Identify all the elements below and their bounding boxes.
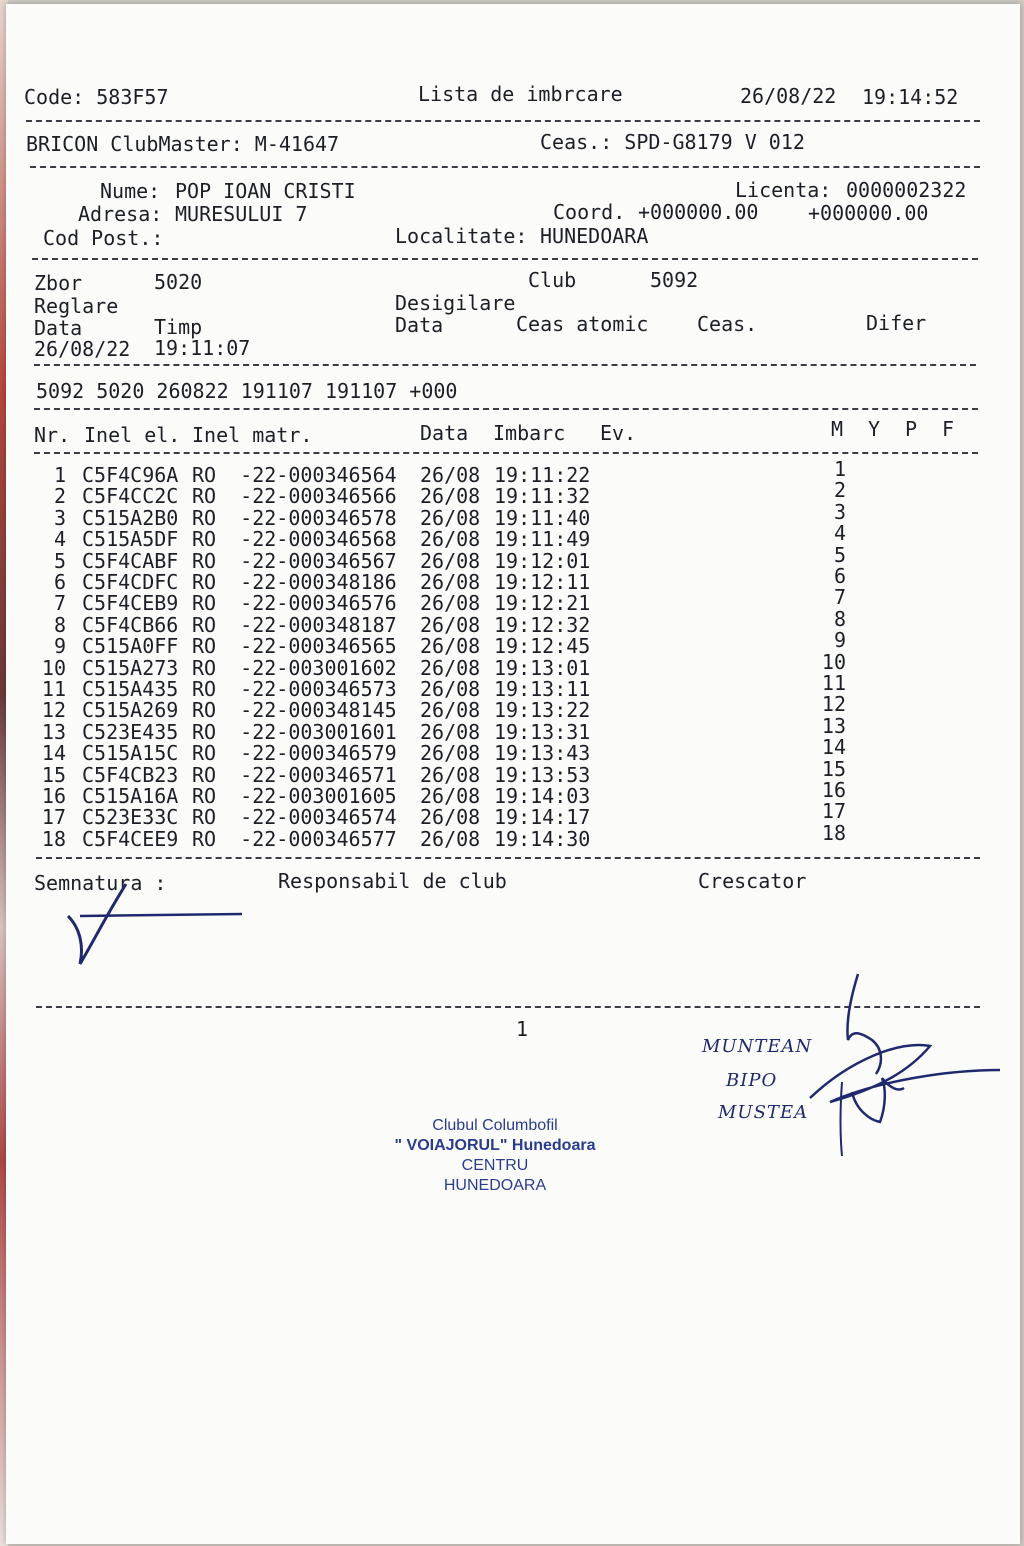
row-time: 19:11:32 — [494, 484, 591, 509]
row-inel-matr: RO -22-000346579 — [192, 741, 397, 766]
row-m: 5 — [833, 542, 846, 567]
stamp-line: " VOIAJORUL" Hunedoara — [394, 1137, 596, 1154]
row-m: 18 — [821, 820, 846, 845]
club-label: Club — [528, 268, 577, 292]
desigilare-label: Desigilare — [395, 291, 516, 315]
license-number: 0000002322 — [846, 178, 967, 202]
row-m: 16 — [821, 778, 846, 802]
coord-y: +000000.00 — [808, 201, 929, 225]
row-time: 19:13:31 — [494, 719, 591, 744]
row-m: 9 — [833, 628, 846, 653]
row-nr: 6 — [53, 570, 66, 594]
reglare-timp-label: Timp — [154, 315, 203, 339]
row-m: 17 — [821, 799, 846, 824]
ceas-label: Ceas. — [697, 312, 758, 336]
row-nr: 4 — [53, 527, 66, 552]
row-inel-el: C515A435 — [82, 677, 179, 701]
row-time: 19:13:01 — [494, 655, 591, 680]
handwritten-name: MUSTEA — [718, 1102, 809, 1123]
col-m: M — [831, 417, 844, 441]
row-time: 19:14:17 — [494, 805, 591, 830]
row-date: 26/08 — [420, 591, 481, 616]
row-date: 26/08 — [420, 634, 481, 659]
row-time: 19:14:30 — [494, 826, 591, 851]
header-time: 19:14:52 — [862, 85, 959, 109]
row-m: 6 — [833, 564, 846, 588]
col-inel-el: Inel el. — [84, 423, 181, 447]
row-inel-matr: RO -22-000346576 — [192, 591, 397, 616]
col-imbarc: Imbarc — [493, 421, 566, 445]
owner-name: POP IOAN CRISTI — [175, 179, 356, 203]
row-inel-matr: RO -22-000346578 — [192, 505, 397, 530]
handwritten-name: MUNTEAN — [702, 1036, 813, 1057]
row-date: 26/08 — [420, 677, 481, 701]
club-responsible-label: Responsabil de club — [278, 869, 507, 893]
row-inel-el: C515A5DF — [82, 527, 179, 552]
row-m: 2 — [833, 478, 846, 503]
row-time: 19:12:32 — [494, 612, 591, 637]
club-stamp — [390, 1116, 600, 1196]
row-inel-matr: RO -22-000348187 — [192, 612, 397, 637]
row-nr: 13 — [41, 719, 66, 744]
row-inel-el: C5F4C96A — [82, 463, 179, 487]
row-time: 19:12:01 — [494, 548, 591, 573]
row-date: 26/08 — [420, 698, 481, 723]
row-date: 26/08 — [420, 548, 481, 573]
row-inel-matr: RO -22-000346571 — [192, 762, 397, 787]
row-date: 26/08 — [420, 570, 481, 594]
row-nr: 5 — [53, 548, 66, 573]
signature-mark — [60, 880, 260, 980]
row-time: 19:14:03 — [494, 784, 591, 808]
row-inel-el: C5F4CEE9 — [82, 826, 179, 851]
row-inel-matr: RO -22-000348186 — [192, 570, 397, 594]
separator — [34, 452, 978, 454]
row-date: 26/08 — [420, 762, 481, 787]
col-ev: Ev. — [600, 421, 637, 445]
row-time: 19:13:11 — [494, 677, 591, 701]
row-m: 11 — [821, 671, 846, 695]
row-inel-el: C523E435 — [82, 719, 179, 744]
row-inel-el: C515A16A — [82, 784, 179, 808]
address-label: Adresa: — [78, 202, 163, 226]
row-inel-el: C5F4CC2C — [82, 484, 179, 509]
row-inel-el: C5F4CABF — [82, 548, 179, 573]
header-date: 26/08/22 — [740, 84, 837, 108]
row-nr: 17 — [41, 805, 66, 830]
row-nr: 11 — [41, 677, 66, 701]
owner-address: MURESULUI 7 — [175, 202, 308, 226]
row-inel-el: C515A273 — [82, 655, 179, 680]
breeder-label: Crescator — [698, 869, 807, 893]
handwritten-name: BIPO — [726, 1070, 778, 1091]
row-inel-matr: RO -22-000346568 — [192, 527, 397, 552]
separator — [36, 857, 980, 859]
owner-locality: HUNEDOARA — [540, 224, 649, 248]
document-title: Lista de imbrcare — [418, 82, 623, 106]
row-inel-el: C5F4CB23 — [82, 762, 179, 787]
zbor-label: Zbor — [34, 271, 83, 295]
device-clock: Ceas.: SPD-G8179 V 012 — [540, 130, 805, 154]
row-nr: 8 — [53, 612, 66, 637]
row-m: 10 — [821, 649, 846, 674]
row-inel-matr: RO -22-003001601 — [192, 719, 397, 744]
row-m: 3 — [833, 499, 846, 524]
row-m: 1 — [833, 457, 846, 481]
difer-label: Difer — [866, 311, 927, 335]
row-inel-el: C515A15C — [82, 741, 179, 766]
stamp-line: CENTRU — [461, 1157, 529, 1174]
document-code: Code: 583F57 — [24, 85, 169, 109]
col-nr: Nr. — [34, 423, 71, 447]
row-time: 19:13:43 — [494, 741, 591, 766]
row-time: 19:12:45 — [494, 634, 591, 659]
club-value: 5092 — [650, 268, 699, 292]
row-nr: 7 — [53, 591, 66, 616]
row-m: 7 — [833, 585, 846, 610]
row-time: 19:11:40 — [494, 505, 591, 530]
row-nr: 12 — [41, 698, 66, 723]
row-time: 19:12:21 — [494, 591, 591, 616]
signature-mark — [790, 970, 1010, 1160]
row-m: 4 — [833, 521, 846, 546]
separator — [34, 408, 978, 410]
separator — [30, 166, 980, 168]
page-number: 1 — [516, 1017, 529, 1041]
signature-label: Semnatura : — [34, 871, 167, 895]
name-label: Nume: — [100, 179, 161, 203]
row-nr: 18 — [41, 826, 66, 851]
row-date: 26/08 — [420, 484, 481, 509]
locality-label: Localitate: — [395, 224, 528, 248]
row-inel-el: C515A269 — [82, 698, 179, 723]
postcode-label: Cod Post.: — [43, 226, 164, 250]
row-nr: 3 — [53, 505, 66, 530]
col-y: Y — [868, 417, 881, 441]
row-date: 26/08 — [420, 719, 481, 744]
row-inel-matr: RO -22-000346567 — [192, 548, 397, 573]
row-inel-el: C5F4CDFC — [82, 570, 179, 594]
row-time: 19:13:22 — [494, 698, 591, 723]
desigilare-data-label: Data — [395, 313, 444, 337]
col-f: F — [942, 417, 955, 441]
device-system: BRICON ClubMaster: M-41647 — [26, 132, 340, 156]
row-inel-matr: RO -22-000346573 — [192, 677, 397, 701]
stamp-line: Clubul Columbofil — [432, 1117, 558, 1134]
reglare-date: 26/08/22 — [34, 337, 131, 361]
row-m: 13 — [821, 713, 846, 738]
row-date: 26/08 — [420, 612, 481, 637]
row-inel-matr: RO -22-000346577 — [192, 826, 397, 851]
row-inel-el: C523E33C — [82, 805, 179, 830]
ceas-atomic-label: Ceas atomic — [516, 312, 649, 336]
row-nr: 16 — [41, 784, 66, 808]
row-date: 26/08 — [420, 527, 481, 552]
row-date: 26/08 — [420, 463, 481, 487]
row-m: 14 — [821, 735, 846, 760]
row-nr: 2 — [53, 484, 66, 509]
coord-label: Coord. — [553, 200, 626, 224]
row-m: 15 — [821, 756, 846, 781]
col-data: Data — [420, 421, 469, 445]
reglare-time: 19:11:07 — [154, 336, 251, 360]
row-inel-el: C515A0FF — [82, 634, 179, 659]
row-inel-el: C515A2B0 — [82, 505, 179, 530]
row-m: 12 — [821, 692, 846, 717]
separator — [34, 364, 976, 366]
license-label: Licenta: — [735, 178, 832, 202]
row-inel-matr: RO -22-000346566 — [192, 484, 397, 509]
separator — [32, 258, 978, 260]
stamp-line: HUNEDOARA — [443, 1177, 547, 1194]
row-date: 26/08 — [420, 741, 481, 766]
col-inel-matr: Inel matr. — [192, 423, 313, 447]
row-date: 26/08 — [420, 505, 481, 530]
zbor-value: 5020 — [154, 270, 203, 294]
reglare-label: Reglare — [34, 294, 119, 318]
coord-x: +000000.00 — [638, 200, 759, 224]
row-date: 26/08 — [420, 784, 481, 808]
row-nr: 1 — [53, 463, 66, 487]
row-nr: 10 — [41, 655, 66, 680]
flight-code-line: 5092 5020 260822 191107 191107 +000 — [36, 379, 458, 403]
row-time: 19:11:49 — [494, 527, 591, 552]
row-date: 26/08 — [420, 805, 481, 830]
row-inel-el: C5F4CEB9 — [82, 591, 179, 616]
row-time: 19:11:22 — [494, 463, 591, 487]
row-date: 26/08 — [420, 826, 481, 851]
row-inel-matr: RO -22-000346564 — [192, 463, 397, 487]
reglare-data-label: Data — [34, 316, 83, 340]
row-date: 26/08 — [420, 655, 481, 680]
row-inel-matr: RO -22-003001605 — [192, 784, 397, 808]
row-time: 19:12:11 — [494, 570, 591, 594]
row-m: 8 — [833, 606, 846, 631]
row-nr: 15 — [41, 762, 66, 787]
row-inel-matr: RO -22-003001602 — [192, 655, 397, 680]
row-nr: 9 — [53, 634, 66, 659]
row-inel-matr: RO -22-000348145 — [192, 698, 397, 723]
row-time: 19:13:53 — [494, 762, 591, 787]
row-nr: 14 — [41, 741, 66, 766]
row-inel-matr: RO -22-000346565 — [192, 634, 397, 659]
row-inel-matr: RO -22-000346574 — [192, 805, 397, 830]
separator — [26, 120, 980, 122]
row-inel-el: C5F4CB66 — [82, 612, 179, 637]
col-p: P — [905, 417, 918, 441]
